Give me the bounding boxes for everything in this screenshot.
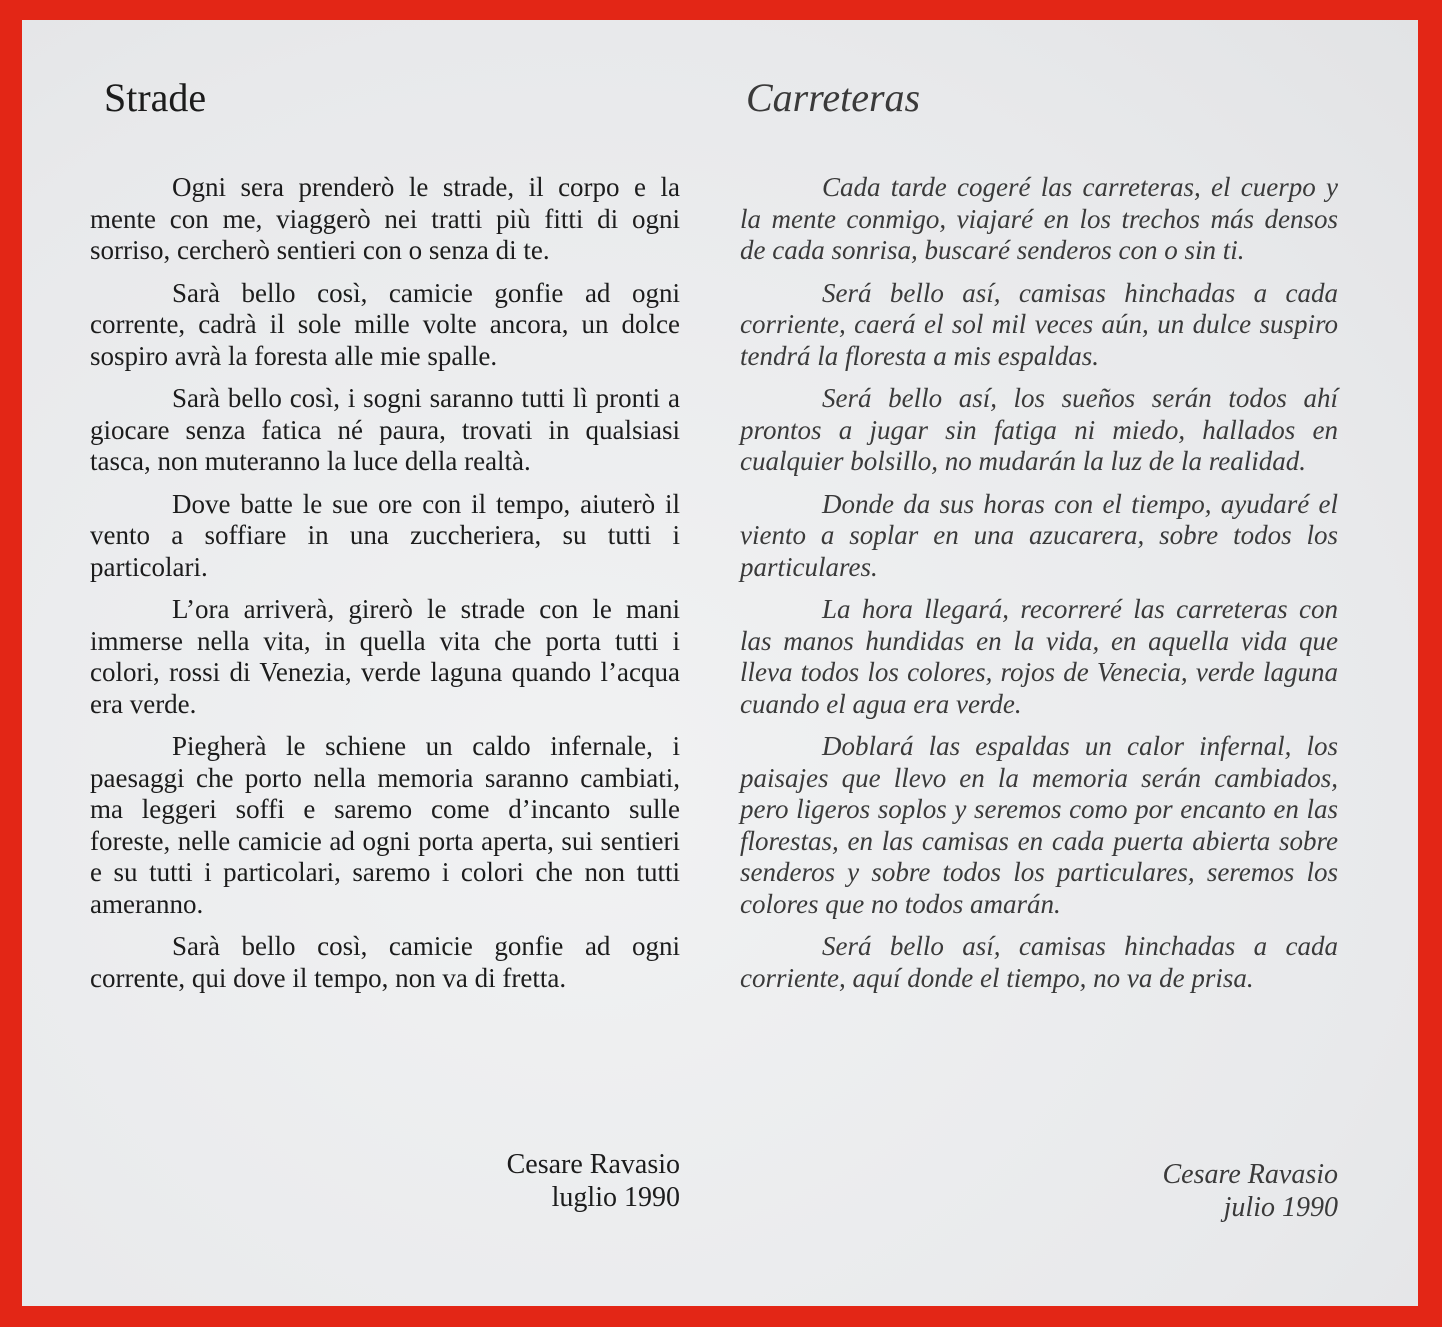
spanish-stanza-3: Será bello así, los sueños serán todos ahí prontos a jugar sin fatiga ni miedo, hallados en cualquier bolsillo, no mudarán la luz de la realidad. <box>740 383 1338 476</box>
italian-author: Cesare Ravasio <box>506 1149 680 1180</box>
spanish-stanza-2: Será bello así, camisas hinchadas a cada corriente, caerá el sol mil veces aún, un dulce suspiro tendrá la floresta a mis espaldas. <box>740 277 1338 371</box>
spanish-date: julio 1990 <box>1223 1192 1338 1223</box>
italian-stanza-3: Sarà bello così, i sogni saranno tutti lì pronti a giocare senza fatica né paura, trovati in qualsiasi tasca, non muteranno la luce della realtà. <box>90 383 680 476</box>
poem-panel <box>22 20 1418 1306</box>
italian-stanza-4: Dove batte le sue ore con il tempo, aiuterò il vento a soffiare in una zuccheriera, su tutti i particolari. <box>90 488 680 582</box>
italian-stanza-1: Ogni sera prenderò le strade, il corpo e la mente con me, viaggerò nei tratti più fitti di ogni sorriso, cercherò sentieri con o senza di te. <box>90 172 680 265</box>
italian-stanza-5: L’ora arriverà, girerò le strade con le mani immerse nella vita, in quella vita che porta tutti i colori, rossi di Venezia, verde laguna quando l’acqua era verde. <box>90 594 680 719</box>
italian-stanza-7: Sarà bello così, camicie gonfie ad ogni corrente, qui dove il tempo, non va di fretta. <box>90 931 680 993</box>
spanish-title: Carreteras <box>746 75 921 120</box>
spanish-stanza-4: Donde da sus horas con el tiempo, ayudaré el viento a soplar en una azucarera, sobre todos los particulares. <box>740 488 1338 582</box>
spanish-stanza-7: Será bello así, camisas hinchadas a cada corriente, aquí donde el tiempo, no va de prisa. <box>740 931 1338 993</box>
spanish-stanza-1: Cada tarde cogeré las carreteras, el cuerpo y la mente conmigo, viajaré en los trechos más densos de cada sonrisa, buscaré senderos con o sin ti. <box>740 172 1338 265</box>
italian-stanza-6: Piegherà le schiene un caldo infernale, i paesaggi che porto nella memoria saranno cambiati, ma leggeri soffi e saremo come d’incanto sulle foreste, nelle camicie ad ogni porta aperta, sui sentieri e su tutti i particolari, saremo i colori che non tutti ameranno. <box>90 731 680 919</box>
spanish-poem <box>740 172 1338 1005</box>
spanish-stanza-5: La hora llegará, recorreré las carreteras con las manos hundidas en la vida, en aquella vida que lleva todos los colores, rojos de Venecia, verde laguna cuando el agua era verde. <box>740 594 1338 719</box>
spanish-signature <box>1163 1158 1339 1224</box>
italian-signature <box>507 1148 680 1214</box>
spanish-stanza-6: Doblará las espaldas un calor infernal, los paisajes que llevo en la memoria serán cambiados, pero ligeros soplos y seremos como por encanto en las florestas, en las camisas en cada puerta abierta sobre senderos y sobre todos los particulares, seremos los colores que no todos amarán. <box>740 731 1338 919</box>
italian-date: luglio 1990 <box>551 1182 680 1213</box>
italian-stanza-2: Sarà bello così, camicie gonfie ad ogni corrente, cadrà il sole mille volte ancora, un dolce sospiro avrà la foresta alle mie spalle. <box>90 277 680 371</box>
italian-poem <box>90 172 680 1005</box>
italian-title: Strade <box>104 75 207 120</box>
spanish-author: Cesare Ravasio <box>1162 1159 1338 1190</box>
